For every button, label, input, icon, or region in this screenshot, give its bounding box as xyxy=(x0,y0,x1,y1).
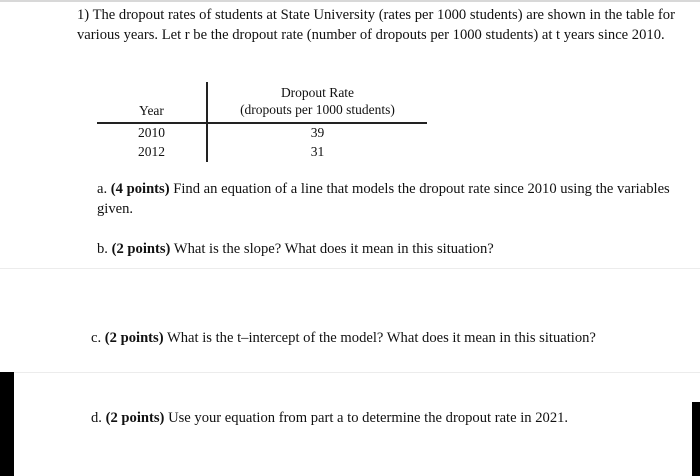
question-d-prefix: d. xyxy=(91,410,102,426)
right-black-bar xyxy=(692,402,700,476)
question-a-prefix: a. xyxy=(97,181,108,197)
question-d-text: Use your equation from part a to determine the dropout rate in 2021. xyxy=(168,410,569,426)
question-d xyxy=(91,409,651,429)
top-edge xyxy=(0,0,700,2)
problem-statement: The dropout rates of students at State University (rates per 1000 students) are shown in the table for various years. Let r be the dropout rate (number of dropouts per 1000 students) at t years since 2010. xyxy=(77,7,675,43)
question-c-text: What is the t–intercept of the model? What does it mean in this situation? xyxy=(166,330,596,346)
question-b-prefix: b. xyxy=(97,241,108,257)
header-year: Year xyxy=(139,103,164,118)
question-a-points: (4 points) xyxy=(110,181,170,197)
row-1-rate: 39 xyxy=(310,125,325,140)
question-b xyxy=(97,240,687,260)
left-black-bar xyxy=(0,372,14,476)
question-a xyxy=(97,180,687,219)
question-a-text: Find an equation of a line that models the dropout rate since 2010 using the variables given. xyxy=(97,181,670,217)
question-c xyxy=(91,329,691,349)
row-2-year: 2012 xyxy=(138,144,165,159)
header-rate-unit: (dropouts per 1000 students) xyxy=(240,102,395,117)
problem-intro xyxy=(77,6,692,45)
problem-number: 1) xyxy=(77,7,90,23)
question-b-points: (2 points) xyxy=(111,241,171,257)
question-b-text: What is the slope? What does it mean in this situation? xyxy=(173,241,494,257)
dropout-table xyxy=(97,82,427,164)
question-c-prefix: c. xyxy=(91,330,102,346)
page-seam-2 xyxy=(14,372,700,373)
row-2-rate: 31 xyxy=(310,144,325,159)
page-seam-1 xyxy=(0,268,700,269)
row-1-year: 2010 xyxy=(138,125,165,140)
question-c-points: (2 points) xyxy=(104,330,164,346)
question-d-points: (2 points) xyxy=(105,410,165,426)
header-rate-title: Dropout Rate xyxy=(280,85,355,100)
